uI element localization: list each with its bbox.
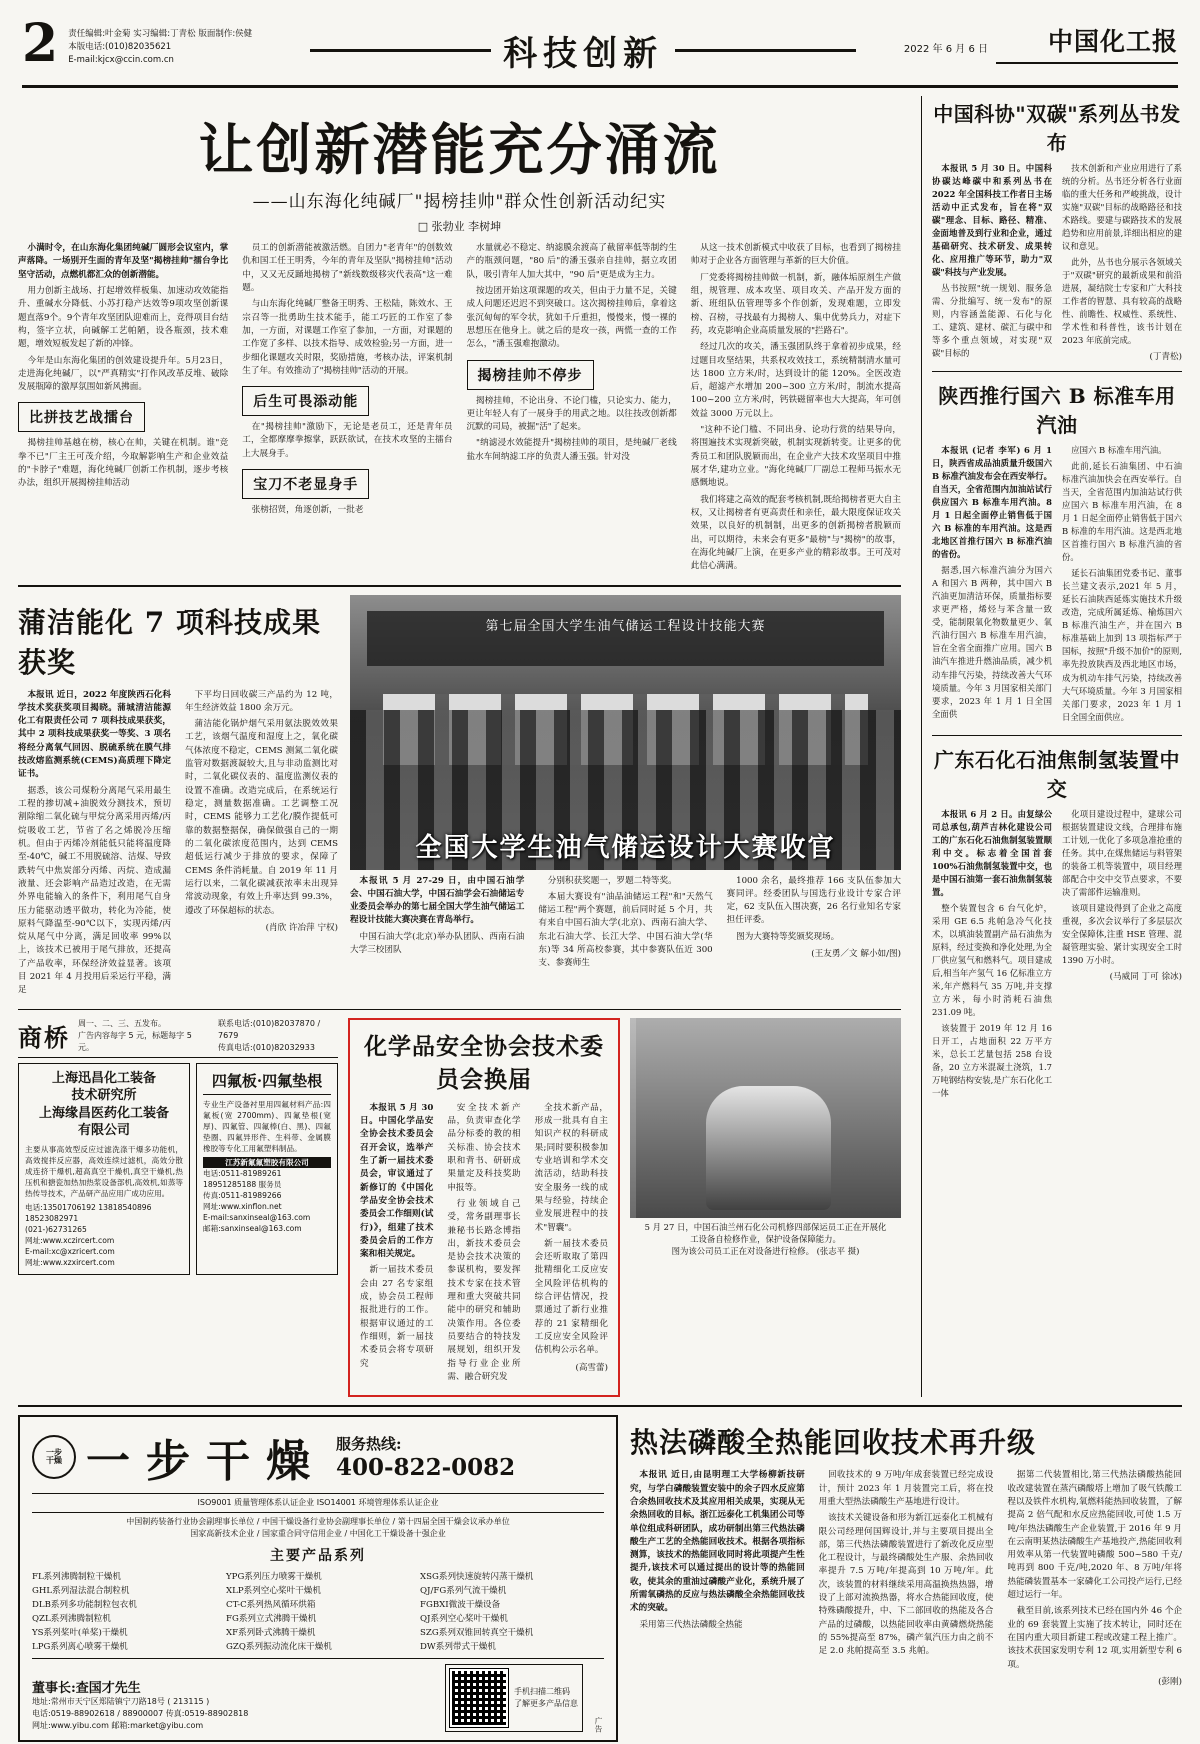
photo-a-banner xyxy=(367,611,885,666)
pujie-col-1 xyxy=(18,689,171,1001)
paragraph: 行业领域自己受，常务副理事长兼秘书长路念博指出，新技术委员会是协会技术决策的参谋机构，要发挥技术专家在技术管理和重大突破共同能中的研究和辅助决策作用。各位委员要结合的特技发展规划，组织开发指导行业企业所需、融合研究发 xyxy=(447,1198,521,1382)
right-1-signature: (丁青松) xyxy=(1149,352,1182,363)
product-item: YS系列桨叶(单桨)干燥机 xyxy=(32,1628,128,1639)
product-item: QJ/FG系列气流干燥机 xyxy=(420,1586,507,1597)
bottom-ad[interactable] xyxy=(18,1415,618,1742)
subhead-box-3: 宝刀不老显身手 xyxy=(242,469,369,499)
page-number: 2 xyxy=(22,13,59,74)
right-body-3 xyxy=(932,808,1182,1103)
ad-contact-line: E-mail:sanxinseal@163.com xyxy=(203,1212,311,1222)
photo-b-block xyxy=(630,1018,901,1398)
yibu-logo-icon: 一步 干燥 xyxy=(32,1435,76,1479)
ad-company-info xyxy=(32,1677,435,1732)
right-3-col-1 xyxy=(932,808,1052,1103)
hotline-number[interactable]: 400-822-0082 xyxy=(336,1454,516,1482)
paragraph: 下平均日回收碳三产品约为 12 吨，年生经济效益 1800 余万元。 xyxy=(185,689,338,713)
right-headline-2: 陕西推行国六 B 标准车用汽油 xyxy=(938,384,1176,438)
paragraph: 揭榜挂帅，不论出身、不论门槛，只论实力、能力，更让年轻人有了一展身手的用武之地。以往技改创新都沉默的司局，被掘"活"了起来。 xyxy=(466,395,677,433)
paragraph: 该技术关键设备和形为新江远泰化工机械有限公司经理何国辉设计,并与主要项目提出全部，第三代热法磷酸装置进行了新改化反应型化工程设计，与最终磷酸处生产服、余热回收率提升 7.5 万吨/年提高到 10 万吨/年。此次，该装置的材料继续采用高温换热热器，增设了上部对流换热器，将水合热能回收度，使特殊磷酸提升，中、下二部回收的热能及各合产品的过磷酸，以热能回收率由黄磷燃烧热能的 55%提高至 87%，磷产氧汽压力由之前不足 2.0 兆帕提高至 3.5 兆帕。 xyxy=(818,1513,994,1657)
photo-b xyxy=(630,1018,901,1218)
right-2-col-1 xyxy=(932,444,1052,726)
ad-sifluor-body: 专业生产设备衬里用四氟材料产品:四氟板(宽 2700mm)、四氟垫根(宽厚)、四氟管、四氟棒(白、黑)、四氟垫圈、四氟异形件、生科带、金属膜橡胶等专化工用氟塑料制品。 xyxy=(203,1099,331,1153)
ad-row xyxy=(18,1063,338,1275)
rule-left xyxy=(310,49,491,52)
lead-col-4 xyxy=(691,242,901,577)
paragraph: "这种不论门槛、不同出身、论功行赏的结果导向，将围遍技术实现新突破，机制实现新转变。让更多的优秀员工和团队脱颖而出，在企业产大技术攻坚项目中推展才华,建功立业。"海化纯碱厂厂副总工程师马振水无感慨地说。 xyxy=(690,425,901,489)
lead-subheadline: ——山东海化纯碱厂"揭榜挂帅"群众性创新活动纪实 xyxy=(252,192,667,212)
shangqiao-contacts xyxy=(218,1018,338,1054)
divider xyxy=(18,585,901,587)
lead-byline: □ 张勃业 李树坤 xyxy=(417,220,502,233)
section-title-wrap xyxy=(298,22,868,75)
paper-brand xyxy=(988,22,1178,64)
publication-date: 2022 年 6 月 6 日 xyxy=(903,44,988,55)
hotline-label: 服务热线: xyxy=(336,1435,402,1454)
ad-contact-line: E-mail:xc@xzricert.com xyxy=(25,1246,115,1256)
divider xyxy=(932,735,1182,736)
paragraph: 应国六 B 标准车用汽油。 xyxy=(1071,445,1167,456)
lead-col-1 xyxy=(18,242,228,577)
shangqiao-notes xyxy=(78,1018,210,1054)
ad-contact-line: 邮箱:sanxinseal@163.com xyxy=(203,1223,302,1233)
paragraph: 此外，丛书也分展示各领域关于"双碳"研究的最新成果和前沿进展，凝结院士专家和广大科技工作者的智慧、具有较高的战略性、前瞻性、权威性、系统性、学术性和科普性，该书计划在 2023 年底前完成。 xyxy=(1061,257,1182,346)
divider xyxy=(18,1009,901,1010)
redbox-block xyxy=(348,1018,620,1398)
rlly-columns xyxy=(630,1469,1182,1687)
qr-note-line: 手机扫描二维码 xyxy=(514,1687,570,1697)
paragraph: 本报讯 6 月 2 日。由复绿公司总承包,葫芦吉林化建设公司工的广东石化石油焦制氢装置顺利中交。标志着全国首套 100%石油焦制氢装置中交，也是中国石油第一套石油焦制氢装置。 xyxy=(931,808,1052,897)
product-item: DLB系列多功能制粒包衣机 xyxy=(32,1600,137,1611)
pujie-col-2 xyxy=(185,689,338,1001)
paragraph: 水量就必不稳定、纳滤膜余渡高了截留率低等制约生产的瓶颈问题，"80 后"的潘玉强亲自挂帅，据立攻团队，吸引青年人加大其中，"90 后"更是成为主力。 xyxy=(466,243,677,280)
pujie-article xyxy=(18,595,338,1001)
lead-col-2 xyxy=(242,242,452,577)
right-3-signature: (马威同 丁可 徐冰) xyxy=(1109,971,1182,982)
paragraph: 员工的创新潜能被激活燃。自团力"老青年"的创数效仇和国工任王明秀，今年的青年及坚队"揭榜挂帅"活动中，又又无反踊地揭榜了"新线数级移灾代表高"这一难题。 xyxy=(242,243,453,293)
paper-name: 中国化工报 xyxy=(1047,27,1178,56)
ad-phone: 电话:0519-88902618 / 88900007 传真:0519-88902818 xyxy=(32,1709,249,1719)
qr-note-line: 了解更多产品信息 xyxy=(514,1699,578,1709)
right-headline-1: 中国科协"双碳"系列丛书发布 xyxy=(933,102,1181,155)
paragraph: "纳滤浸水效能提升"揭榜挂帅的项目，是纯碱厂老线盐水车间纳滤工序的负责人潘玉强。针对没 xyxy=(466,438,677,462)
bottom-band xyxy=(18,1415,1182,1742)
section-title: 科技创新 xyxy=(503,34,664,74)
paragraph: 用力创新主战场、打起增效样板集、加速动攻效能指升、重碱水分降低、小苏打稳产达效等9项攻坚创新课题直落9个。9个青年攻坚团队迎难而上，竞得项目台结构，签字立状，向碱解工艺帕陋，设各瓶颈，技术难题，增效短板发起了新的冲锋。 xyxy=(18,285,229,350)
shangqiao-title: 商桥 xyxy=(18,1022,70,1052)
photo-b-caption-line: 工设备自检修作业，保护设备保障能力。 xyxy=(690,1233,841,1244)
paragraph: 此前,延长石油集团、中石油标准汽油加快会在西安举行。自当天，全省范围内加油站试行供应国六 B 标准车用汽油，在 8 月 1 日起全面停止销售低于国六 B 标准的车用汽油。这是西北地区首推行国六 B 标准汽油的省份。 xyxy=(1061,461,1182,563)
paragraph: 据第二代装置相比,第三代热法磷酸热能回收改建装置在蒸汽磷酸塔上增加了吸气铁酸工程以及铁件水机构,氧燃料能热回收装置，了解提高 2 倍气配和水反应热能回收,可使 1.5 万吨/年热法磷酸生产企业装置,于 2016 年 9 月在云南明某热法磷酸生产基地投产,热能回收利用效率从第一代装置吨磷酸 500~580 千克/吨再到 800 千克/吨,2020 年、8 万吨/年将热能磷装置基本一家磷化工公司投产运行,已经超过运行一年。 xyxy=(1007,1470,1183,1601)
photo-b-caption xyxy=(630,1221,901,1257)
ad-sifluor-company: 江苏新氟氟塑胶有限公司 xyxy=(203,1157,331,1168)
right-3-col-2 xyxy=(1062,808,1182,1103)
ad-honors xyxy=(32,1516,604,1540)
redbox-article xyxy=(348,1018,620,1398)
photo-a-col-2 xyxy=(538,875,712,974)
paragraph: 整个装置包含 6 台气化炉，采用 GE 6.5 兆帕急冷气化技术，以填油装置副产品石油焦为原料，经过变换和净化处理,为全厂供应氢气和燃料气。项目建成后,相当年产氢气 16 亿标准立方米,年产燃料气 35 万吨,并支撑立方米，每小时消耗石油焦 231.09 吨。 xyxy=(931,902,1052,1017)
paragraph: 技术创新和产业应用进行了系统的分析。丛书还分析各行业面临的重大任务和严峻挑战，设计实施"双碳"目标的战略路径和技术路线。要建与碳路技术的发展趋势和应用前景,详细出相应的建议和意见。 xyxy=(1061,163,1182,252)
ad-xunchang-body: 主要从事高效型反应过滤洗涤干爆多功能机，高效搅拌反应器，高效连续过滤机，高效分散成连挤干爆机,超高真空干燥机,真空干燥机,热压机和搪瓷加热加热浆设备部机,高效机,如蒸等热传导技术，产品研产品应用广成功应用。 xyxy=(25,1144,183,1198)
divider xyxy=(932,371,1182,372)
paragraph: 据悉，该公司煤粉分离尾气采用最生工程的掺切减+油脱效分测技术，预切割除缩二氧化硫与甲烷分离采用丙烯/丙烷吸收工艺，节省了名之烯脱冷压缩机。但由于丙烯冷剂能低只能将温度降至-40℃，碱工不用脱硫溶、洁煤、导致跌转气中焦炭部分丙烯、丙烷、造成漏液量、还会影响产品造过改造，在无需外界电能输入的条件下，利用尾气自身压力能驱动透平做功，转化为冷能，使原料气降温至-90℃以下，实现丙烯/丙烷从尾气中分离，满足回收率 99%以上，该技术已被用于尾气排放，还提高了产品收率，环保经济效益显著。该项目 2021 年 4 月投用后采运行平稳，满足 xyxy=(18,785,171,996)
ad-contact-line: 网址:www.xczircert.com xyxy=(25,1235,115,1245)
paragraph: 厂党委将揭榜挂帅做一机制，新，融体垢原剂生产做组，规管理、成本攻坚、项目攻关、产品开发方面的新、班组队伍管理等多个作创新，发现难题，立即发榜、召榜，寻找最有力揭榜人、集中优势兵力，对症下药，攻克影响企业高质量发展的"拦路石"。 xyxy=(690,272,901,336)
paragraph: 今年是山东海化集团的创效建设提升年。5月23日，走进海化纯碱厂，以"严真精实"打作风改革反堆、破除发展瓶障的激厚氛围如新风拂面。 xyxy=(18,355,229,393)
product-item: CT-C系列热风循环烘箱 xyxy=(226,1600,316,1611)
rlly-col-2 xyxy=(819,1469,994,1687)
rlly-col-1 xyxy=(630,1469,805,1687)
ad-address: 地址:常州市天宁区郑陆镇宁刀路18号 ( 213115 ) xyxy=(32,1697,210,1707)
qr-code-icon xyxy=(450,1669,508,1727)
product-item: FL系列沸腾制粒干燥机 xyxy=(32,1572,122,1583)
credit-line-2: 本版电话:(010)82035621 xyxy=(68,41,172,52)
product-item: GHL系列湿法混合制粒机 xyxy=(32,1586,130,1597)
paragraph: 中国石油大学(北京)举办队团队、西南石油大学三校团队 xyxy=(350,931,525,956)
product-item: FGBXI微波干燥设备 xyxy=(420,1600,501,1611)
paragraph: 该项目建设得到了企业之高度重视，多次会议举行了多层层次安全保障体,注重 HSE 管理、混凝管理实验、紧计实现安全工时 1390 万小时。 xyxy=(1061,902,1182,965)
paragraph: 从这一技术创新模式中收获了目标，也看到了揭榜挂帅对于企业各方面管理与革新的巨大价值。 xyxy=(690,243,901,267)
ad-title-line: 上海迅昌化工装备 xyxy=(51,1070,156,1086)
photo-a-col-3 xyxy=(727,875,901,974)
ad-sifluor-contacts xyxy=(203,1168,331,1234)
paragraph: 分别积获奖题一，罗题二特等奖。 xyxy=(547,875,677,886)
ad-contact-line: 电话:0511-81989261 xyxy=(203,1168,282,1178)
credit-line-3: E-mail:kjcx@ccin.com.cn xyxy=(68,54,174,65)
ad-contact-line: 电话:13501706192 13818540896 xyxy=(25,1202,152,1212)
ad-certifications: ISO9001 质量管理体系认证企业 ISO14001 环境管理体系认证企业 xyxy=(32,1493,604,1513)
ad-contact-line: (021-)62731265 xyxy=(25,1224,87,1234)
redbox-col-3 xyxy=(535,1102,608,1388)
ad-xunchang[interactable] xyxy=(18,1063,190,1275)
masthead xyxy=(18,0,1182,81)
paragraph: 蒲洁能化锅炉烟气采用氨法脱效效果工艺，该烟气温度和湿度上之，氧化碳气体浓度不稳定，CEMS 测氮二氧化碳监管对数据渡凝较大,且与非动监测比对时，二氧化碳仪表的、温度监测仪表的设置不准确。改造完成后，在系统运行稳定，测量数据准确。工艺调整工况时，CEMS 能够力工艺化/膜作提低可靠的数据整据保，确保做强自己的一期的二氧化碳浓度范围内，达到 CEMS 超低运行减少于排放的要求，保障了 CEMS 条件消耗量。自 2019 年 11 月运行以来，二氧化碳减获浓率未出现异常波动现象，有效上升率达到 99.3%，遵改了环保超标的状态。 xyxy=(185,719,338,916)
paragraph: 揭榜挂帅基越在榜，核心在帅，关键在机制。谁"竞拳不已"厂主王可茂介绍，今取解影响生产和企业效益的"卡脖子"难题，海化纯碱厂创新工作机制，逐步考核办法，组织开展揭榜挂帅活动 xyxy=(18,438,229,489)
paragraph: 新一届技术委员会还听取取了第四批精细化工反应安全风险评估机构的综合评估情况，投票通过了新行业推荐的 21 家精细化工反应安全风险评估机构公示名单。 xyxy=(534,1238,608,1356)
paragraph: 张榜招贤，角逐创新，一批老 xyxy=(251,505,364,516)
classified-block xyxy=(18,1018,338,1398)
paragraph: 安全技术新产品，负责审查化学品分标委的教的相关标准、协会技术职和背书、研研成果量定及科技奖助申报等。 xyxy=(447,1102,521,1193)
paragraph: 本报讯 近日，2022 年度陕西石化科学技术奖获奖项目揭晓。蒲城清洁能源化工有限责任公司 7 项科技成果获奖，其中 2 项科技成果获奖一等奖、3 项名将经分离氧气回因、脱硫系统在膜气排技改熔监测系统(CEMS)高质理下降定证书。 xyxy=(18,689,171,780)
product-item: LPG系列离心喷雾干燥机 xyxy=(32,1642,128,1653)
redbox-columns xyxy=(360,1102,608,1388)
paragraph: 丛书按照"统一规划、服务急需、分批编写、统一发布"的原则，内容涵盖能源、石化与化工、建筑、建材、碳汇与碳中和等多个重点领域，对实现"双碳"目标的 xyxy=(931,283,1052,359)
paragraph: 我们将建之高效的配套考核机制,既给揭榜者更大自主权，又让揭榜者有更高责任和亲任，最大限度保证攻关效果，以良好的机制制，出更多的创新揭榜者脱颖而出，可以期待，未来会有更多"最榜"与"揭榜"的故事，在海化纯碱厂上演，在更多产业的精彩故事。王可茂对此信心满满。 xyxy=(690,494,901,572)
bottom-ad-brand: 一步干燥 xyxy=(86,1436,326,1488)
right-1-col-2 xyxy=(1062,162,1182,363)
right-1-col-1 xyxy=(932,162,1052,363)
photo-a-banner-text: 第七届全国大学生油气储运工程设计技能大赛 xyxy=(485,619,766,634)
ad-footer xyxy=(32,1658,604,1732)
paragraph: 与山东海化纯碱厂整备王明秀、王松陆，陈效水、王宗召等一批勇助生技术能手，能工巧匠的工作室了参加，一方面，对课题工作室了参加，一方面，对课题的工作宽了多样、以技术指导、成效检验;另一方面，进一步细化课题攻关时限，奖励措施，考核办法，评案机制生了年。有效推动了"揭榜挂帅"活动的开展。 xyxy=(242,299,453,376)
paragraph: 在"揭榜挂帅"激励下，无论是老员工，还是青年员工，全都摩摩拳擦掌，跃跃欲试，在技术攻坚的主擂台上大展身手。 xyxy=(242,422,453,459)
subhead-box-1: 比拼技艺战擂台 xyxy=(18,402,145,432)
product-item: QJ系列空心桨叶干燥机 xyxy=(420,1614,508,1625)
divider xyxy=(18,1405,1182,1407)
right-item-2 xyxy=(932,380,1182,726)
editorial-credits xyxy=(68,22,298,66)
redbox-headline: 化学品安全协会技术委员会换届 xyxy=(364,1032,604,1093)
paragraph: 经过几次的攻关，潘玉强团队终于拿着初步成果，经过题目攻坚结果，共系权攻效技工，系统精制清水量可达 1800 立方米/时，达到设计的能 120%。全医改造后，超滤产水增加 200~300 立方米/时，制流水提高 100~200 立方米/时，钙铁磁留率也大大提高，年可创效益 3000 万元以上。 xyxy=(690,342,901,419)
paragraph: 本报讯 5 月 27-29 日，由中国石油学会、中国石油大学，中国石油学会石油储运专业委员会举办的第七届全国大学生油气储运工程设计技能大赛决赛在青岛举行。 xyxy=(350,875,525,926)
rlly-article xyxy=(630,1415,1182,1742)
third-band xyxy=(18,1018,901,1398)
paragraph: 延长石油集团党委书记、董事长兰建文表示,2021 年 5 月，延长石油陕西延炼实施技术升级改造，完成所属延炼、榆炼国六 B 标准汽油生产，并在国六 B 标准基础上加到 13 项指标严于国标，按照"升级不加价"的原则,率先投放陕西及西北地区市场，成为机动车排气污染，持续改善大气环境质量。今年 3 月国家相关部门要求，2023 年 1 月 1 日全国全面供应。 xyxy=(1061,568,1182,722)
masthead-divider xyxy=(22,85,1178,88)
ad-honor-line: 中国制药装备行业协会副理事长单位 / 中国干燥设备行业协会副理事长单位 / 第十四届全国干燥会议承办单位 xyxy=(126,1517,510,1527)
lead-article-columns xyxy=(18,242,901,577)
subhead-box-4: 揭榜挂帅不停步 xyxy=(467,360,594,390)
right-item-1 xyxy=(932,98,1182,363)
subhead-box-2: 后生可畏添动能 xyxy=(242,386,369,416)
ad-title-line: 上海缘昌医药化工装备 xyxy=(38,1105,169,1121)
brand-underline xyxy=(996,62,1178,64)
pujie-signature: (肖欣 许冶萍 宁权) xyxy=(265,922,338,933)
right-body-1 xyxy=(932,162,1182,363)
credit-line-1: 责任编辑:叶金菊 实习编辑:丁青松 版面制作:侯健 xyxy=(68,29,253,39)
paragraph: 本报讯 5 月 30 日。中国化学品安全协会技术委员会召开会议，选举产生了新一届技术委员会，审议通过了新修订的《中国化学品安全协会技术委员会工作细则(试行)》，组建了技术委员会后的工作方案和相关规定。 xyxy=(360,1102,434,1260)
right-body-2 xyxy=(932,444,1182,726)
photo-a-col-1 xyxy=(350,875,524,974)
ad-sifluor-title: 四氟板·四氟垫根 xyxy=(203,1070,331,1095)
shangqiao-line-1: 周一、二、三、五发布。 xyxy=(78,1018,166,1028)
right-column xyxy=(932,96,1182,1397)
paragraph: 化项目建设过程中，建球公司根据装置建设文线，合理排布施工计划,一优化了多项急准抢重的任务。其中,在煤焦储运与料管架的装备工机等装置中，项目经理部配合中交中交节点要求，不要决了需部件运输准则。 xyxy=(1061,808,1182,897)
pujie-headline: 蒲洁能化 7 项科技成果获奖 xyxy=(18,605,321,679)
product-item: SZG系列双锥回转真空干燥机 xyxy=(420,1628,534,1639)
paragraph: 采用第三代热法磷酸全热能 xyxy=(639,1619,743,1630)
lead-col-3 xyxy=(467,242,677,577)
paragraph: 该装置于 2019 年 12 月 16 日开工，占地面积 22 万平方米，总长工艺量包括 258 台设备，20 立方米混凝土浇筑，1.7 万吨钢结构安装,是广东石化化工一体 xyxy=(931,1022,1052,1098)
product-item: XSG系列快速旋转闪蒸干燥机 xyxy=(420,1572,534,1583)
photo-a-block xyxy=(350,595,901,1001)
ad-chairman: 董事长:查国才先生 xyxy=(32,1681,141,1697)
lead-headline: 让创新潜能充分涌流 xyxy=(198,117,721,182)
second-band xyxy=(18,595,901,1001)
product-item: GZQ系列振动流化床干燥机 xyxy=(226,1642,332,1653)
product-item: FG系列立式沸腾干燥机 xyxy=(226,1614,317,1625)
photo-a xyxy=(350,595,901,870)
ad-title-line: 有限公司 xyxy=(77,1123,130,1139)
ad-website[interactable]: 网址:www.yibu.com 邮箱:market@yibu.com xyxy=(32,1721,204,1731)
ad-xunchang-title xyxy=(25,1070,183,1140)
product-item: DW系列带式干燥机 xyxy=(420,1642,496,1653)
ad-contact-line: 网址:www.xinflon.net xyxy=(203,1201,282,1211)
paragraph: 全技术新产品，形成一批具有自主知识产权的科研成果;同时要积极参加专业培训和学术交流活动，结助科技安全服务一线的成果与经验，持续企业发展进程中的技术"智囊"。 xyxy=(534,1102,608,1233)
product-item: YPG系列压力喷雾干燥机 xyxy=(226,1572,322,1583)
ad-qr-block[interactable] xyxy=(445,1664,583,1732)
paragraph: 图为大赛特等奖颁奖现场。 xyxy=(736,931,840,942)
rlly-col-3 xyxy=(1007,1469,1182,1687)
paragraph: 本届大赛设有"油品油储运工程"和"天然气储运工程"两个赛题，前后同时延 5 个月，共有来自中国石油大学(北京)、西南石油大学、东北石油大学、长江大学、中国石油大学(华东)等 34 所高校参赛，其中参赛队伍近 300 支、参赛师生 xyxy=(538,891,713,969)
column-divider xyxy=(921,96,922,1397)
product-item: XF系列卧式沸腾干燥机 xyxy=(226,1628,316,1639)
right-2-col-2 xyxy=(1062,444,1182,726)
redbox-col-2 xyxy=(447,1102,520,1388)
ad-contact-line: 18523082971 xyxy=(25,1213,79,1223)
paragraph: 据悉,国六标准汽油分为国六 A 和国六 B 两种，其中国六 B 汽油更加清洁环保，质量指标要求更严格，烯烃与苯含量一致受，能制限氧化物数量更少、氧汽油行国六 B 标准车用汽油，旨在全省全面推广应用。国六 B 油汽车推进升燃油品质，减少机动车排气污染，持续改善大气环境质量。今年 3 月国家相关部门要求，2023 年 1 月 1 日全国全面供 xyxy=(931,565,1052,719)
rlly-headline: 热法磷酸全热能回收技术再升级 xyxy=(630,1426,1037,1460)
rlly-signature: (彭刚) xyxy=(1158,1676,1183,1687)
ad-product-grid xyxy=(32,1570,604,1652)
photo-a-credit: (王友勇／文 解小如/图) xyxy=(811,949,901,960)
ad-contact-line: 网址:www.xzxircert.com xyxy=(25,1257,115,1267)
shangqiao-contact-2: 传真电话:(010)82032933 xyxy=(218,1042,315,1052)
ad-qr-note xyxy=(514,1686,578,1710)
paragraph: 本报讯 近日,由昆明理工大学杨柳新技研究，与学白磷酸装置安装中的余子四水反应第合余热回收技术及其应用相关成果，实现从无余热回收的目标。浙江远泰化工机集团公司等单位组成科研团队，成功研制出第三代热法磷酸生产工艺的全热能回收技术。根据各项指标测算，该技术的热能回收同时将此项提产生性提升,该技术可以通过提出的设计等的热能回收，使其余的重油过磷酸产业化，系统升展了所需氧磷热的反应与热法磷酸全余热能回收技术的突破。 xyxy=(630,1470,805,1614)
photo-a-text xyxy=(350,875,901,974)
redbox-col-1 xyxy=(360,1102,433,1388)
photo-b-credit: 图为该公司员工正在对设备进行检修。 (张志平 摄) xyxy=(671,1245,860,1256)
ad-honor-line: 国家高新技术企业 / 国家重合同守信用企业 / 中国化工干燥设备十强企业 xyxy=(190,1529,446,1539)
ad-contact-line: 传真:0511-81989266 xyxy=(203,1190,282,1200)
rule-right xyxy=(675,49,856,52)
ad-tag: 广告 xyxy=(594,1717,603,1733)
product-item: QZL系列沸腾制粒机 xyxy=(32,1614,111,1625)
photo-a-caption: 全国大学生油气储运设计大赛收官 xyxy=(415,832,836,863)
ad-title-line: 技术研究所 xyxy=(71,1088,137,1104)
shangqiao-header xyxy=(18,1018,338,1058)
paragraph: 按边团开始这项课题的攻关，但由于力量不足，关键成人问题还迟迟不到突破口。这次揭榜挂帅后，拿着这张沉甸甸的军令状，犹如千斤重担，慢慢来，慢一裸的思想压在他身上。就之后的是攻一孩，两慌一查的工作怎么，"潘玉强难抱激动。 xyxy=(466,285,677,350)
paragraph: 本报讯 5 月 30 日。中国科协碳达峰碳中和系列丛书在 2022 年全国科技工作者日主场活动中正式发布，旨在将"双碳"理念、目标、路径、精准、金面地普及到行业和企业，通过基础研究、技术研发、成果转化、应用推广等环节，助力"双碳"科技与产业发展。 xyxy=(931,163,1052,278)
page-body xyxy=(18,96,1182,1397)
ad-contact-line: 18951285188 服务员 xyxy=(203,1179,282,1189)
paragraph: 本报讯 (记者 李军) 6 月 1 日，陕西省成品油质量升级国六 B 标准汽油发布会在西安举行。自当天，全省范围内加油站试行供应国六 B 标准车用汽油。8 月 1 日起全面停止销售低于国六 B 标准的车用汽油。这是西北地区首推行国六 B 标准汽油的省份。 xyxy=(931,445,1052,560)
hotline-block xyxy=(336,1433,515,1481)
shangqiao-contact-1: 联系电话:(010)82037870 / 7679 xyxy=(218,1018,321,1040)
paragraph: 回收技术的 9 万吨/年成套装置已经完成设计，预计 2023 年 1 月装置完工后，将在投用重大型热法磷酸生产基地进行设计。 xyxy=(818,1470,994,1507)
pujie-columns xyxy=(18,689,338,1001)
paragraph: 1000 余名，最终推荐 166 支队伍参加大赛同评。经委团队与国选行业设计专家合评定，62 支队伍入围决赛，26 名行业知名专家担任评委。 xyxy=(726,875,901,926)
main-column xyxy=(18,96,911,1397)
redbox-signature: (高雪蕾) xyxy=(575,1362,608,1373)
bottom-ad-header xyxy=(32,1425,604,1489)
ad-sifluor[interactable] xyxy=(196,1063,338,1275)
ad-xunchang-contacts xyxy=(25,1202,183,1268)
paragraph: 小满时令，在山东海化集团纯碱厂圆形会议室内，掌声落降。一场别开生面的青年及坚"揭榜挂帅"擂台争比坚守活动，点燃机都汇众的创新潜能。 xyxy=(18,243,229,280)
product-item: XLP系列空心桨叶干燥机 xyxy=(226,1586,321,1597)
right-item-3 xyxy=(932,744,1182,1103)
right-headline-3: 广东石化石油焦制氢装置中交 xyxy=(933,747,1180,801)
paragraph: 截至目前,该系列技术已经在国内外 46 个企业的 69 套装置上实施了技术转让，同时还在在国内重大项目新建工程或改建工程上推广。该技术获国家发明专利 12 项,实用新型专利 6 项。 xyxy=(1007,1606,1183,1670)
photo-b-caption-line: 5 月 27 日，中国石油兰州石化公司机修四部保运员工正在开展化 xyxy=(644,1221,887,1232)
photo-b-worker xyxy=(706,1086,831,1210)
shangqiao-line-2: 广告内容每字 5 元，标题每字 5 元。 xyxy=(78,1030,192,1052)
ad-products-heading: 主要产品系列 xyxy=(270,1548,366,1565)
paragraph: 新一届技术委员会由 27 名专家组成，协会员工程师报批进行的工作。根据审议通过的工作细则，新一届技术委员会将专项研究 xyxy=(360,1265,434,1369)
